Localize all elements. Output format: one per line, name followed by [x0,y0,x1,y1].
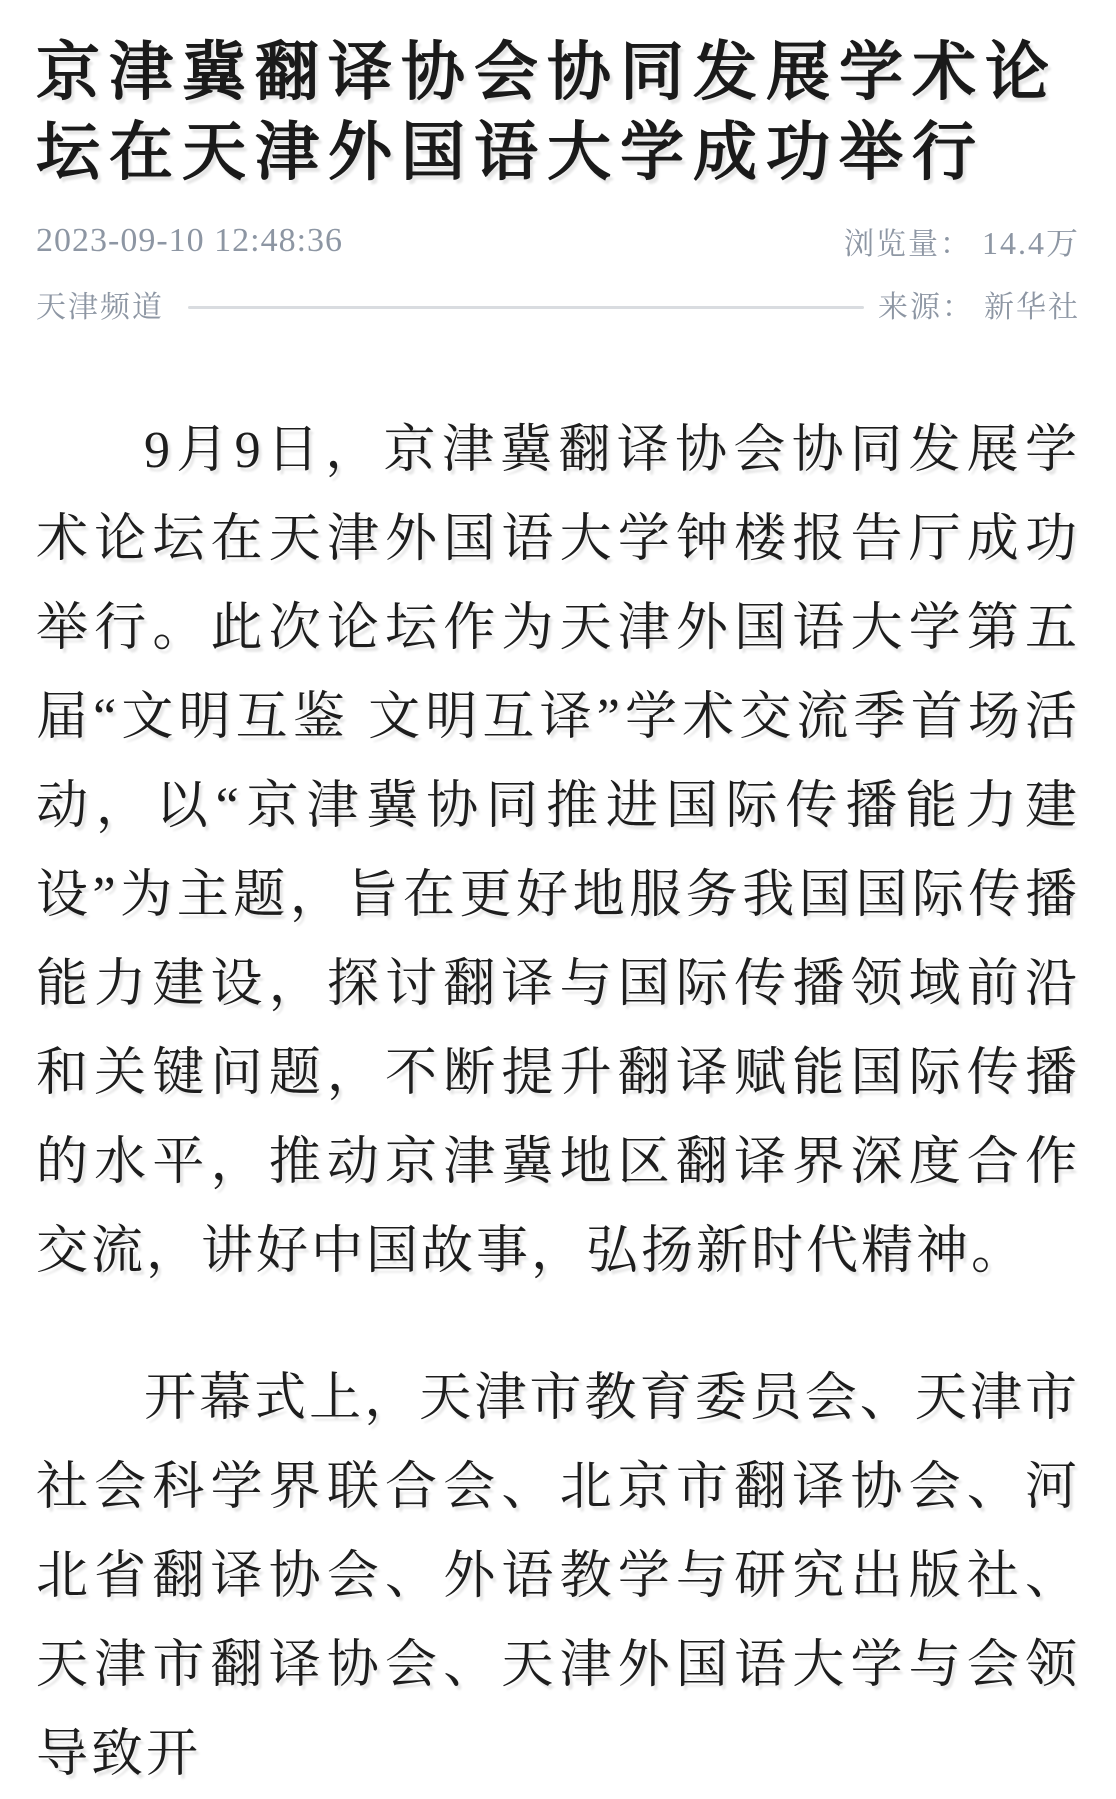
divider-line [188,306,864,309]
source-value: 新华社 [984,291,1080,324]
source [878,282,1080,326]
view-count-label: 浏览量： [843,228,972,261]
article-body [36,406,1080,1799]
publish-time: 2023-09-10 12:48:36 [36,222,344,259]
channel-link[interactable]: 天津频道 [36,291,164,324]
view-count-value: 14.4万 [981,225,1080,261]
article-title: 京津冀翻译协会协同发展学术论坛在天津外国语大学成功举行 [36,36,1058,188]
meta-row-bottom [36,282,1080,326]
paragraph-2: 开幕式上，天津市教育委员会、天津市社会科学界联合会、北京市翻译协会、河北省翻译协会、外语教学与研究出版社、天津市翻译协会、天津外国语大学与会领导致开 [36,1370,1080,1783]
view-count [844,218,1080,264]
paragraph-1: 9月9日，京津冀翻译协会协同发展学术论坛在天津外国语大学钟楼报告厅成功举行。此次论坛作为天津外国语大学第五届“文明互鉴 文明互译”学术交流季首场活动，以“京津冀协同推进国际传播能力建设”为主题，旨在更好地服务我国国际传播能力建设，探讨翻译与国际传播领域前沿和关键问题，不断提升翻译赋能国际传播的水平，推动京津冀地区翻译界深度合作交流，讲好中国故事，弘扬新时代精神。 [36,422,1080,1280]
meta-row-top [36,218,1080,264]
source-label: 来源： [878,291,974,324]
